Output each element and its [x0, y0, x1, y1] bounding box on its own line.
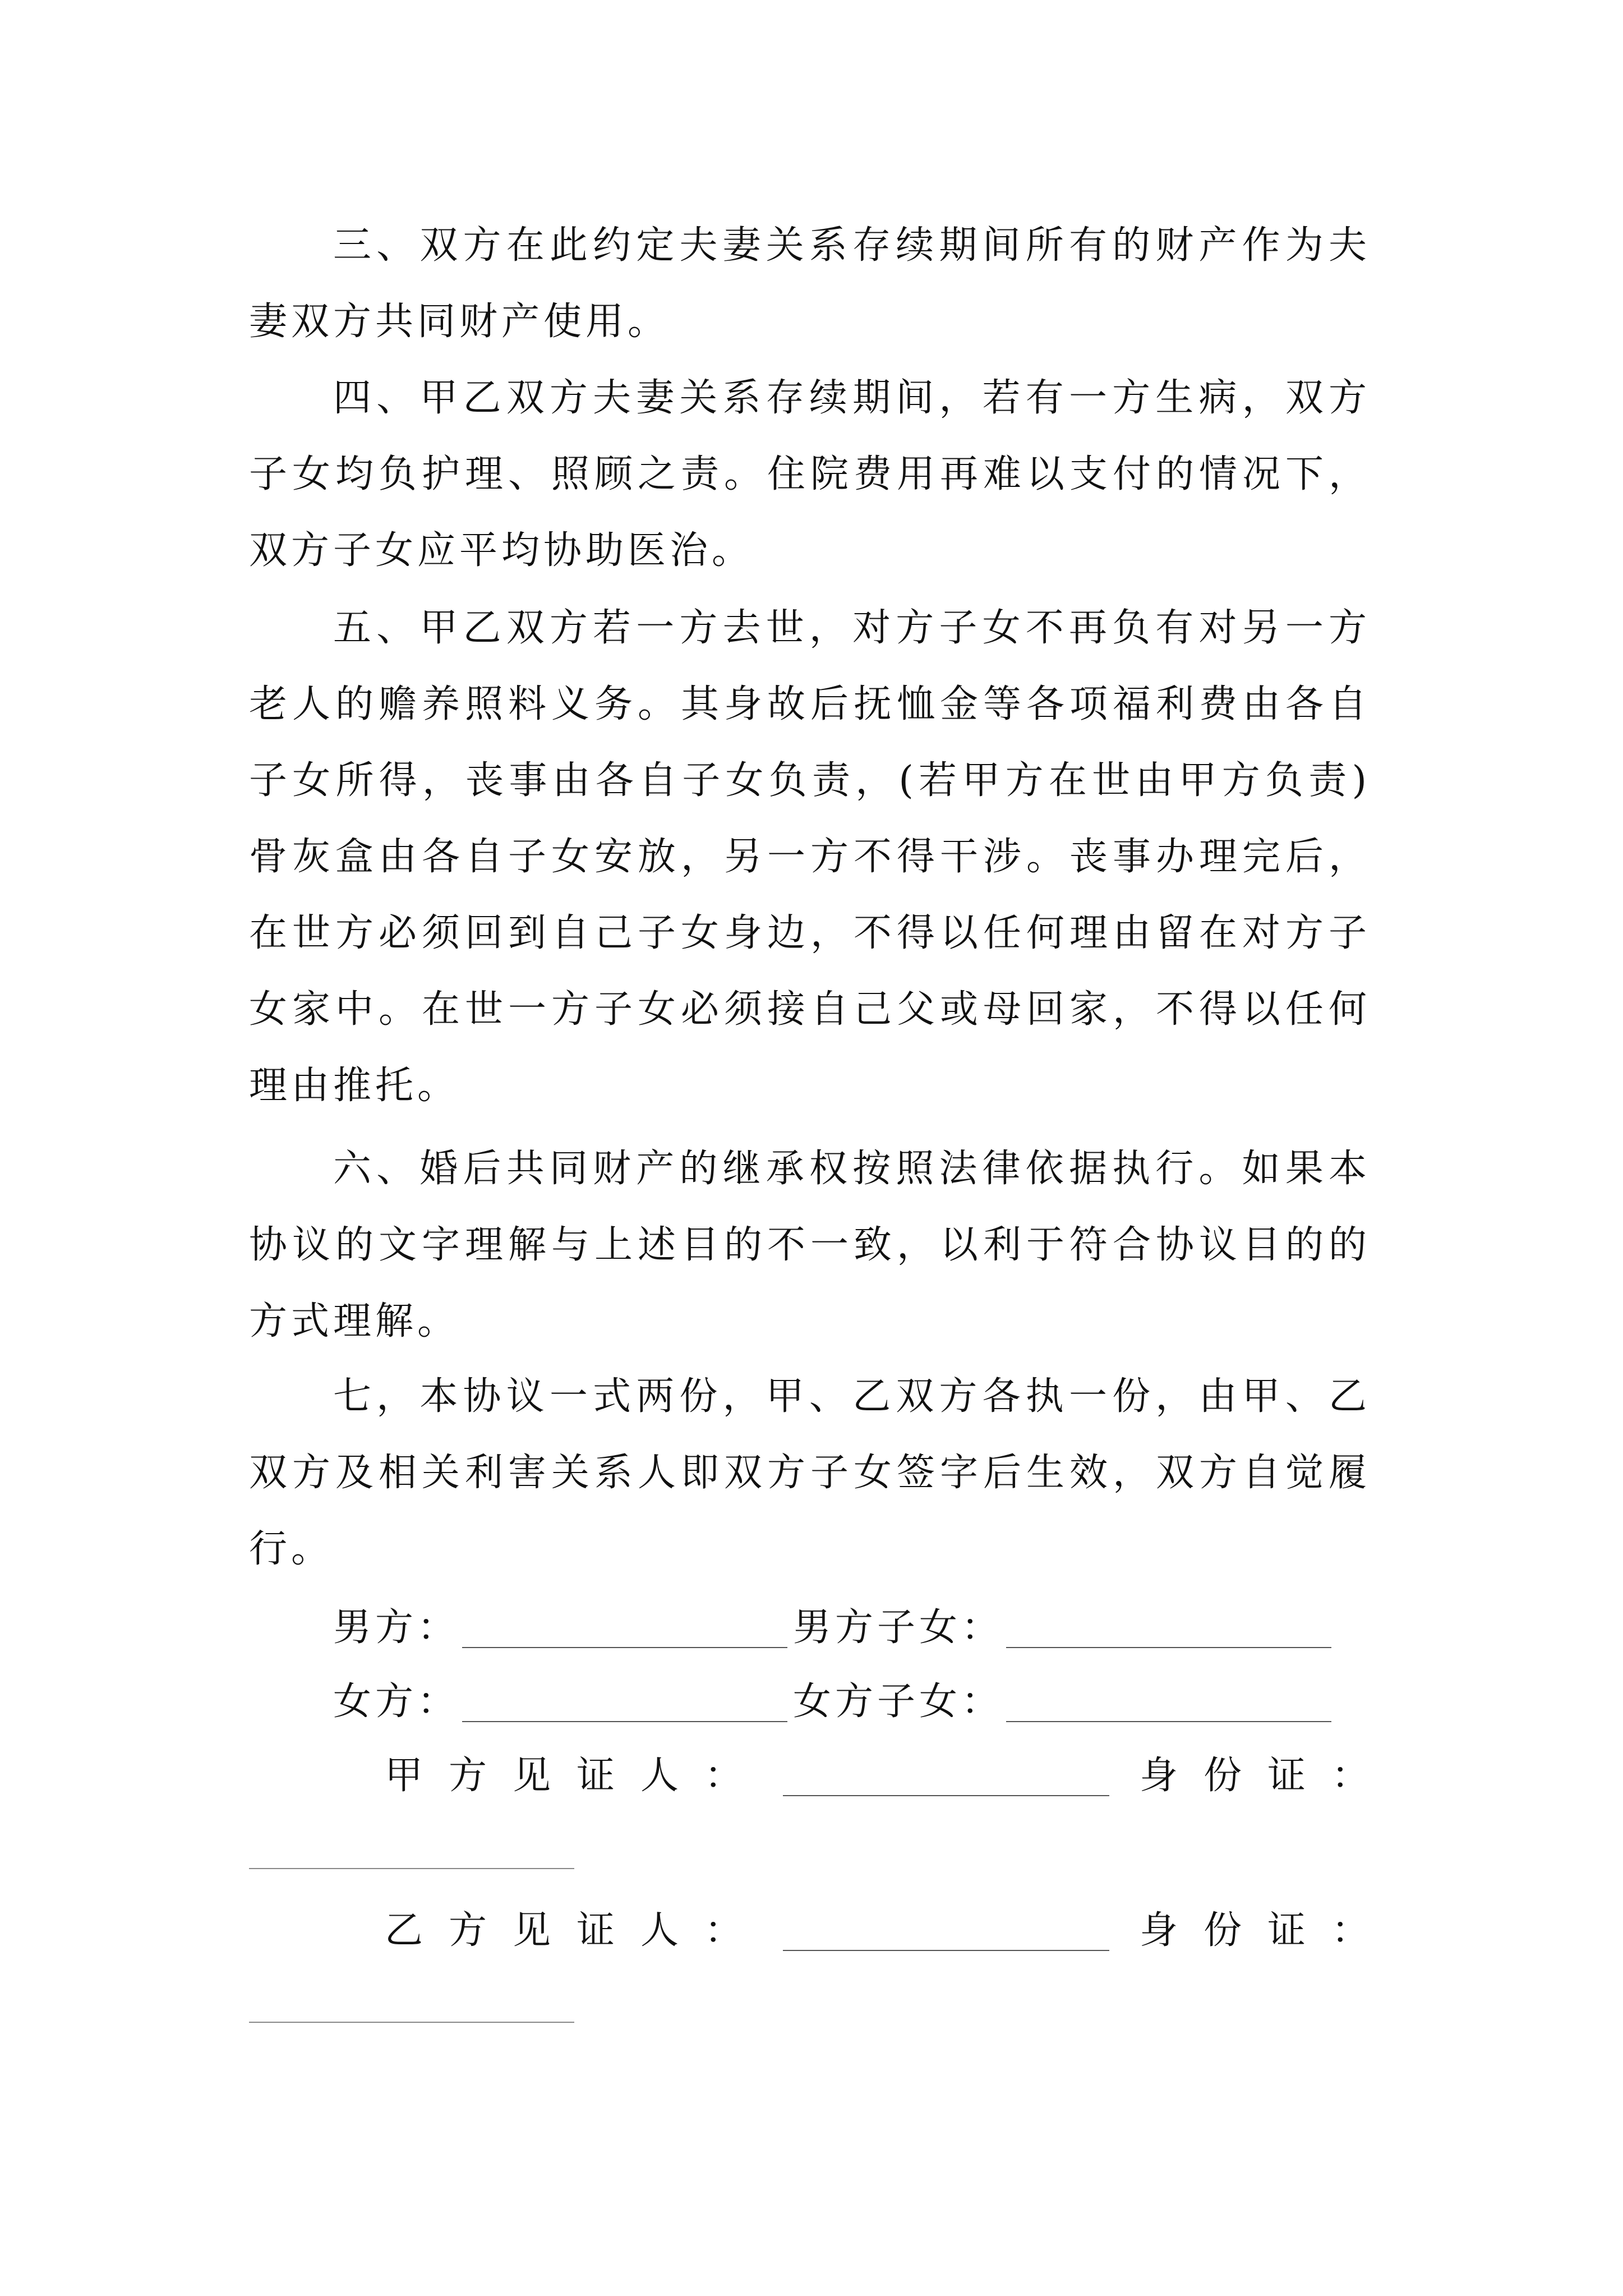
party-b-id-blank[interactable] [249, 2022, 574, 2023]
party-b-witness-label: 乙方见证人： [385, 1908, 769, 1953]
male-label: 男方： [333, 1605, 460, 1650]
clause-5: 五、甲乙双方若一方去世，对方子女不再负有对另一方老人的赡养照料义务。其身故后抚恤金等各项福利费由各自子女所得，丧事由各自子女负责，(若甲方在世由甲方负责)骨灰盒由各自子女安放，另一方不得干涉。丧事办理完后，在世方必须回到自己子女身边，不得以任何理由留在对方子女家中。在世一方子女必须接自己父或母回家，不得以任何理由推托。 [249, 606, 1371, 1108]
party-b-id-label: 身份证： [1140, 1908, 1396, 1953]
clause-7: 七，本协议一式两份，甲、乙双方各执一份，由甲、乙双方及相关利害关系人即双方子女签字后生效，双方自觉履行。 [249, 1374, 1371, 1571]
clause-4: 四、甲乙双方夫妻关系存续期间，若有一方生病，双方子女均负护理、照顾之责。住院费用再难以支付的情况下，双方子女应平均协助医治。 [249, 376, 1371, 573]
party-a-witness-blank[interactable] [783, 1748, 1109, 1796]
party-a-id-blank[interactable] [249, 1868, 574, 1869]
female-children-label: 女方子女： [793, 1680, 1004, 1724]
female-signature-blank[interactable] [462, 1674, 787, 1722]
female-children-signature-blank[interactable] [1006, 1674, 1331, 1722]
party-b-witness-blank[interactable] [783, 1903, 1109, 1951]
male-children-label: 男方子女： [793, 1605, 1004, 1650]
clause-3: 三、双方在此约定夫妻关系存续期间所有的财产作为夫妻双方共同财产使用。 [249, 223, 1371, 344]
male-signature-blank[interactable] [462, 1600, 787, 1648]
clause-6: 六、婚后共同财产的继承权按照法律依据执行。如果本协议的文字理解与上述目的不一致，以利于符合协议目的的方式理解。 [249, 1147, 1371, 1343]
party-a-id-label: 身份证： [1140, 1754, 1396, 1798]
female-label: 女方： [333, 1680, 460, 1724]
party-a-witness-label: 甲方见证人： [385, 1754, 769, 1798]
male-children-signature-blank[interactable] [1006, 1600, 1331, 1648]
